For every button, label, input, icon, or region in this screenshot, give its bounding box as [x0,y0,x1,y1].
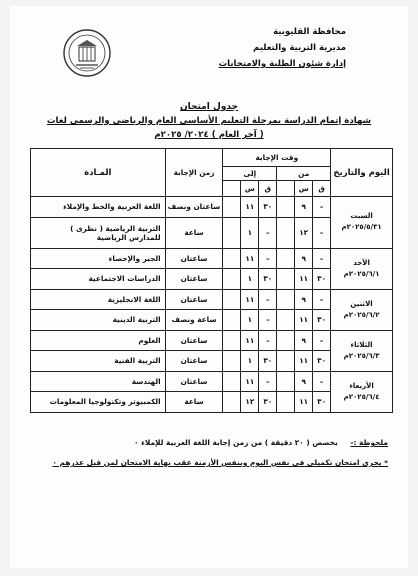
day-name: الاثنين [350,299,373,308]
day-date-header: اليوم والتاريخ [331,149,393,197]
from-spacer-cell [277,310,295,331]
exam-schedule-table [30,148,393,413]
to-header: إلى [223,167,277,181]
from-spacer-cell [277,289,295,310]
answer-time-header: وقت الإجابة [223,149,331,167]
from-hour-cell: ٩ [295,330,313,351]
subject-cell: الهندسة [31,371,166,392]
from-hour-cell: ١١ [295,392,313,413]
table-row [31,330,393,351]
to-hour-cell: ١ [241,310,259,331]
to-minute-cell: – [259,289,277,310]
table-row [31,371,393,392]
from-hour-cell: ١١ [295,310,313,331]
ministry-seal-icon [62,28,112,78]
subject-cell: الدراسات الاجتماعية [31,269,166,290]
subject-cell: التربية الفنية [31,351,166,372]
day-date: ٢٠٢٥/٦/٤م [343,392,380,401]
document-page [10,6,408,568]
from-spacer-cell [277,248,295,269]
duration-cell: ساعتان [165,248,223,269]
to-minute-cell: ٣٠ [259,351,277,372]
duration-cell: ساعة [165,392,223,413]
to-spacer-cell [223,330,241,351]
day-cell [331,289,393,330]
duration-cell: ساعتان ونصف [165,197,223,218]
to-spacer-cell [223,289,241,310]
from-minute-cell: ٣٠ [313,269,331,290]
to-spacer-cell [223,269,241,290]
duration-header: زمن الإجابة [165,149,223,197]
day-date: ٢٠٢٥/٦/٣م [343,351,380,360]
to-minute-cell: – [259,310,277,331]
subject-line: للمدارس الرياضية [96,232,161,242]
from-minute-cell: – [313,217,331,248]
to-hour-cell: ١٢ [241,392,259,413]
day-name: الثلاثاء [350,340,373,349]
from-header: من [277,167,331,181]
subject-cell: اللغة العربية والخط والإملاء [31,197,166,218]
day-cell [331,248,393,289]
directorate-name: مديرية التربية والتعليم [253,43,346,53]
from-minute-cell: ٣٠ [313,392,331,413]
duration-cell: ساعة [165,217,223,248]
table-row [31,248,393,269]
from-hour-cell: ١١ [295,269,313,290]
subject-line: التربية الرياضية ( نظرى ) [70,223,161,233]
table-row [31,289,393,310]
day-cell [331,330,393,371]
duration-cell: ساعتان [165,371,223,392]
from-hour-cell: ٩ [295,289,313,310]
to-minute-cell: – [259,217,277,248]
from-spacer-cell [277,351,295,372]
to-hour-header: س [241,181,259,197]
subject-cell: التربية الدينية [31,310,166,331]
from-hour-cell: ٩ [295,371,313,392]
to-hour-cell: ١١ [241,289,259,310]
from-spacer-cell [277,197,295,218]
to-spacer-cell [223,392,241,413]
subject-cell: اللغة الانجليزية [31,289,166,310]
day-name: الأحد [353,258,370,267]
note-label: ملحوظة :- [350,438,388,447]
to-minute-cell: ٣٠ [259,197,277,218]
from-hour-cell: ٩ [295,248,313,269]
dictation-note: يخصص ( ٢٠ دقيقة ) من زمن إجابة اللغة العربية للإملاء ٠ [134,438,338,447]
certificate-title: شهادة إتمام الدراسة بمرحلة التعليم الأساسى العام والرياضى والرسمى لغات [46,116,372,126]
from-spacer-cell [277,217,295,248]
from-hour-cell: ١٢ [295,217,313,248]
from-spacer-header [277,181,295,197]
to-spacer-cell [223,197,241,218]
to-minute-cell: – [259,371,277,392]
from-minute-cell: ٣٠ [313,310,331,331]
schedule-title: جدول امتحان [179,102,239,112]
from-minute-cell: – [313,197,331,218]
academic-year: ( آخر العام ) ٢٠٢٤/ ٢٠٢٥م [154,130,264,140]
duration-cell: ساعتان [165,330,223,351]
from-hour-cell: ١١ [295,351,313,372]
to-hour-cell: ١١ [241,330,259,351]
to-minute-cell: – [259,248,277,269]
makeup-exam-note: * يجرى امتحان تكميلى فى نفس اليوم وبنفس الأزمنة عقب نهاية الامتحان لمن قبل عذرهم ٠ [52,458,388,467]
duration-cell: ساعتان [165,351,223,372]
day-date: ٢٠٢٥/٥/٣١م [341,223,382,232]
subject-cell: الجبر والإحصاء [31,248,166,269]
day-date: ٢٠٢٥/٦/٢م [343,310,380,319]
to-minute-cell: ٣٠ [259,392,277,413]
to-hour-cell: ١١ [241,248,259,269]
from-minute-header: ق [313,181,331,197]
to-spacer-cell [223,248,241,269]
to-hour-cell: ١١ [241,197,259,218]
to-minute-header: ق [259,181,277,197]
from-hour-cell: ٩ [295,197,313,218]
table-row [31,197,393,218]
from-minute-cell: – [313,248,331,269]
department-name: إدارة شئون الطلبة والامتحانات [218,59,346,69]
from-minute-cell: – [313,289,331,310]
subject-cell: العلوم [31,330,166,351]
to-hour-cell: ١١ [241,371,259,392]
to-spacer-cell [223,371,241,392]
from-spacer-cell [277,371,295,392]
from-hour-header: س [295,181,313,197]
duration-cell: ساعتان [165,269,223,290]
day-cell [331,371,393,412]
to-hour-cell: ١ [241,351,259,372]
note-line [134,438,388,447]
day-name: الأربعاء [349,381,374,390]
from-minute-cell: ٣٠ [313,351,331,372]
duration-cell: ساعة ونصف [165,310,223,331]
from-minute-cell: – [313,330,331,351]
to-spacer-cell [223,217,241,248]
to-hour-cell: ١ [241,269,259,290]
day-name: السبت [350,212,373,221]
to-minute-cell: – [259,330,277,351]
from-spacer-cell [277,269,295,290]
day-cell [331,197,393,249]
to-spacer-cell [223,310,241,331]
subject-header: المـادة [31,149,166,197]
from-spacer-cell [277,392,295,413]
issuer-header [219,24,346,72]
day-date: ٢٠٢٥/٦/١م [343,269,380,278]
to-spacer-header [223,181,241,197]
from-spacer-cell [277,330,295,351]
to-spacer-cell [223,351,241,372]
subject-cell [31,217,166,248]
duration-cell: ساعتان [165,289,223,310]
governorate-name: محافظة القليوبية [273,27,346,37]
to-hour-cell: ١ [241,217,259,248]
from-minute-cell: – [313,371,331,392]
to-minute-cell: ٣٠ [259,269,277,290]
subject-cell: الكمبيوتر وتكنولوجيا المعلومات [31,392,166,413]
